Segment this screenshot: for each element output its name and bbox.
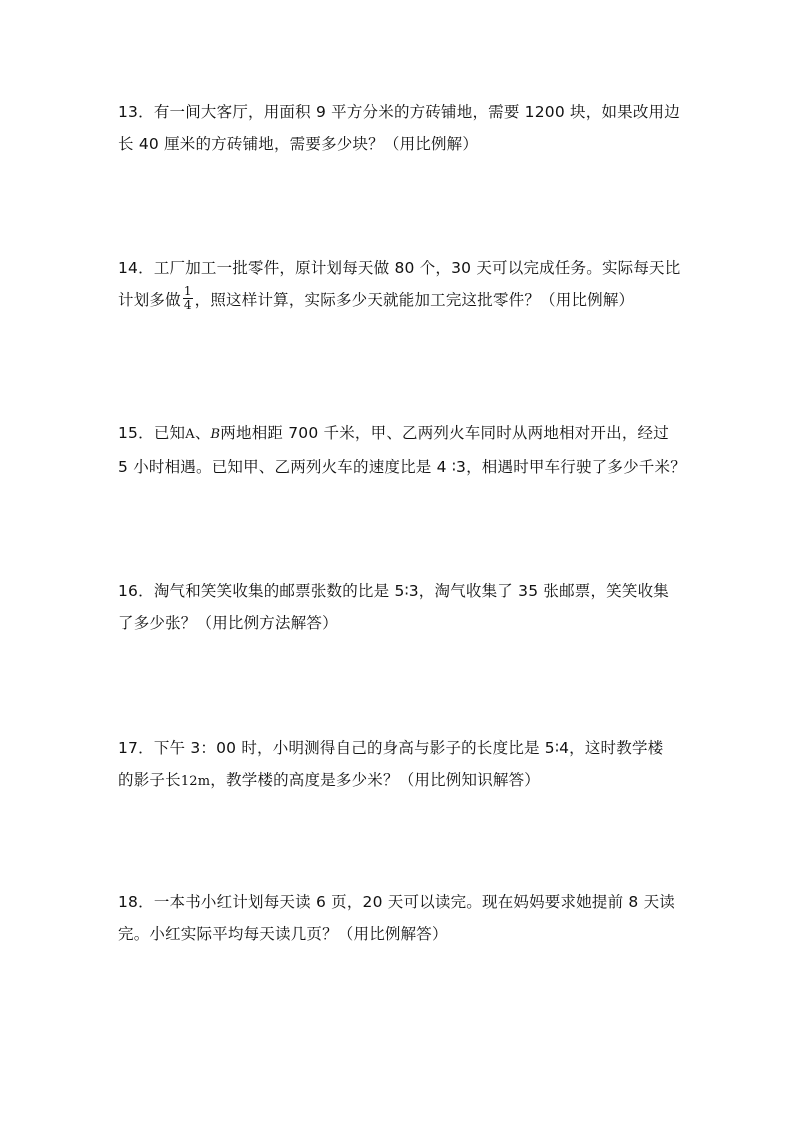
fraction-numerator: 1 [183,284,192,298]
question-17 [118,732,698,798]
fraction-one-quarter [183,285,193,312]
question-17-line-2 [118,764,698,798]
question-16-line-1: 16．淘气和笑笑收集的邮票张数的比是 5∶3，淘气收集了 35 张邮票，笑笑收集 [118,582,669,600]
question-16 [118,575,698,639]
question-14-line-2 [118,284,698,316]
question-14-line-2-start: 计划多做 [118,291,181,309]
question-15-line-1-start: 15．已知 [118,424,186,442]
variable-separator: 、 [194,424,211,442]
question-15-line-1-end: 两地相距 700 千米，甲、乙两列火车同时从两地相对开出，经过 [220,424,669,442]
question-18 [118,886,698,950]
question-14-line-1: 14．工厂加工一批零件，原计划每天做 80 个，30 天可以完成任务。实际每天比 [118,259,681,277]
question-13-line-1: 13．有一间大客厅，用面积 9 平方分米的方砖铺地，需要 1200 块，如果改用边 [118,103,680,121]
question-18-line-2: 完。小红实际平均每天读几页？（用比例解答） [118,925,448,943]
question-14 [118,252,698,316]
shadow-length-unit: 12m [180,774,211,789]
variable-b: B [210,427,221,442]
question-16-line-2: 了多少张？（用比例方法解答） [118,614,338,632]
question-15-line-2: 5 小时相遇。已知甲、乙两列火车的速度比是 4 ∶3，相遇时甲车行驶了多少千米？ [118,458,686,476]
question-13 [118,96,698,160]
question-18-line-1: 18．一本书小红计划每天读 6 页，20 天可以读完。现在妈妈要求她提前 8 天读 [118,893,676,911]
question-13-line-2: 长 40 厘米的方砖铺地，需要多少块？（用比例解） [118,135,479,153]
question-17-line-1: 17．下午 3：00 时，小明测得自己的身高与影子的长度比是 5∶4，这时教学楼 [118,739,664,757]
question-17-line-2-end: ，教学楼的高度是多少米？（用比例知识解答） [210,771,540,789]
question-17-line-2-start: 的影子长 [118,771,181,789]
question-15-line-1 [118,417,698,451]
question-15 [118,417,698,483]
fraction-denominator: 4 [183,298,192,312]
variable-a: A [185,427,195,442]
question-14-line-2-end: ，照这样计算，实际多少天就能加工完这批零件？（用比例解） [194,291,635,309]
